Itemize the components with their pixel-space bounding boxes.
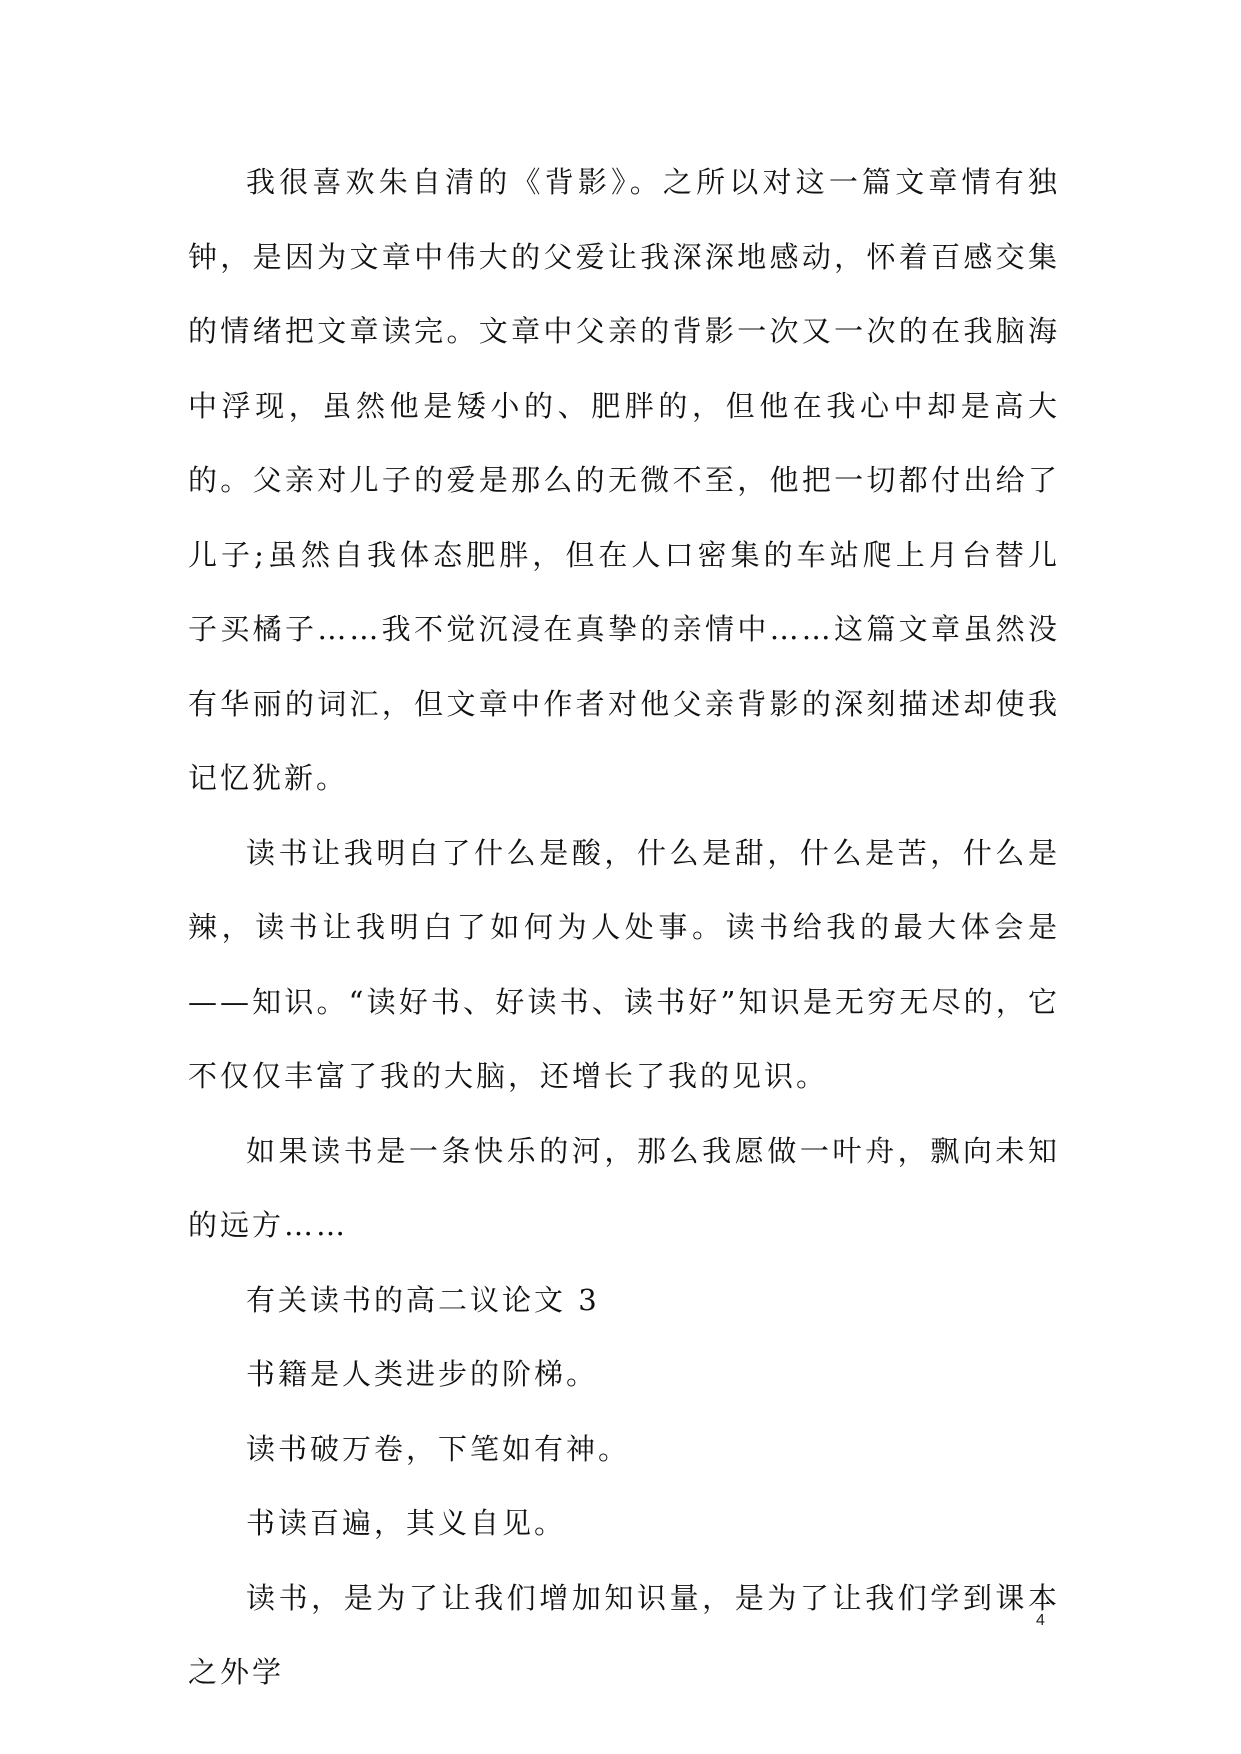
quote-ten-thousand-volumes: 读书破万卷，下笔如有神。 — [246, 1431, 631, 1466]
document-body — [188, 145, 1060, 1710]
quote-books-ladder: 书籍是人类进步的阶梯。 — [246, 1357, 599, 1391]
essay-heading: 有关读书的高二议论文 3 — [246, 1282, 600, 1317]
paragraph-reading-lessons: 读书让我明白了什么是酸，什么是甜，什么是苦，什么是辣，读书让我明白了如何为人处事。读书给我的最大体会是——知识。“读好书、好读书、读书好”知识是无穷无尽的，它不仅仅丰富了我的大脑，还增长了我的见识。 — [188, 835, 1060, 1093]
page-number: 4 — [1036, 1612, 1045, 1629]
paragraph-why-read: 读书，是为了让我们增加知识量，是为了让我们学到课本之外学 — [188, 1580, 1060, 1689]
quote-read-hundred-times: 书读百遍，其义自见。 — [246, 1506, 567, 1540]
paragraph-happy-river: 如果读书是一条快乐的河，那么我愿做一叶舟，飘向未知的远方…… — [188, 1133, 1060, 1242]
paragraph-beiying: 我很喜欢朱自清的《背影》。之所以对这一篇文章情有独钟，是因为文章中伟大的父爱让我深深地感动，怀着百感交集的情绪把文章读完。文章中父亲的背影一次又一次的在我脑海中浮现，虽然他是矮小的、肥胖的，但他在我心中却是高大的。父亲对儿子的爱是那么的无微不至，他把一切都付出给了儿子;虽然自我体态肥胖，但在人口密集的车站爬上月台替儿子买橘子……我不觉沉浸在真挚的亲情中……这篇文章虽然没有华丽的词汇，但文章中作者对他父亲背影的深刻描述却使我记忆犹新。 — [188, 165, 1060, 795]
